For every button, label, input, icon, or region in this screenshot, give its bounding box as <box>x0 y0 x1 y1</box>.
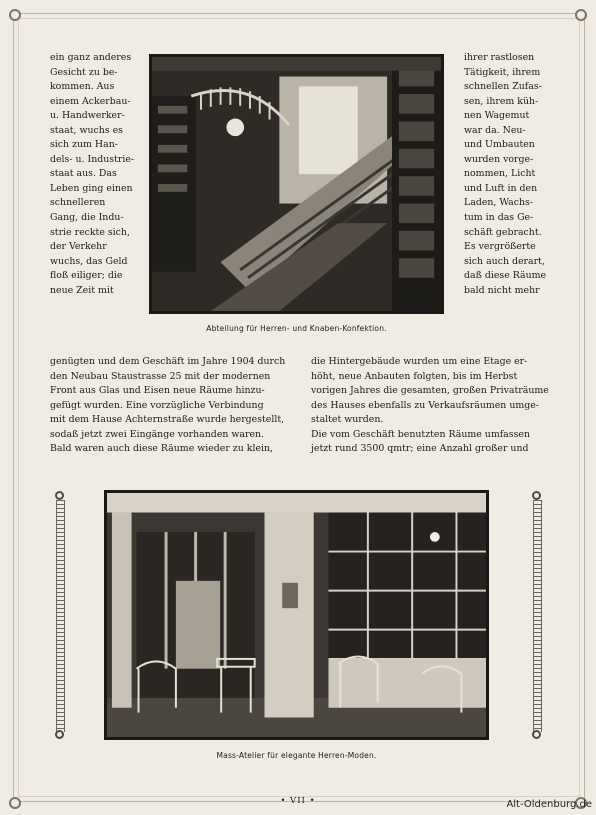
corner-ornament-top-right <box>575 9 587 21</box>
text-line: Bald waren auch diese Räume wieder zu klein, <box>50 443 274 455</box>
text-line: Gesicht zu be- <box>50 66 118 78</box>
text-line: mit dem Hause Achternstraße wurde hergestellt, <box>50 414 285 426</box>
text-line: vorigen Jahres die gesamten, großen Privaträume <box>311 385 549 397</box>
text-line: kommen. Aus <box>50 81 115 93</box>
watermark: Alt-Oldenburg.de <box>506 799 592 810</box>
corner-ornament-top-left <box>9 9 21 21</box>
text-line: Front aus Glas und Eisen neue Räume hinzu- <box>50 385 265 397</box>
text-line: nen Wagemut <box>464 110 530 122</box>
right-ornament-knob-bottom <box>532 730 541 739</box>
text-line: höht, neue Anbauten folgten, bis im Herbst <box>311 370 518 382</box>
text-line: und Luft in den <box>464 182 538 194</box>
text-line: bald nicht mehr <box>464 284 540 296</box>
text-line: floß eiliger; die <box>50 270 123 282</box>
text-line: Laden, Wachs- <box>464 197 534 209</box>
text-line: dels- u. Industrie- <box>50 153 135 165</box>
text-line: Tätigkeit, ihrem <box>464 66 541 78</box>
text-line: Es vergrößerte <box>464 241 536 253</box>
lower-left-text-column <box>50 355 286 457</box>
text-line: schnelleren <box>50 197 106 209</box>
text-line: strie reckte sich, <box>50 226 130 238</box>
text-line: sich auch derart, <box>464 255 545 267</box>
text-line: staat, wuchs es <box>50 124 123 136</box>
text-line: gefügt wurden. Eine vorzügliche Verbindung <box>50 399 264 411</box>
text-line: u. Handwerker- <box>50 110 125 122</box>
text-line: wurden vorge- <box>464 153 534 165</box>
text-line: ein ganz anderes <box>50 52 132 63</box>
text-line: neue Zeit mit <box>50 284 114 296</box>
text-line: tum in das Ge- <box>464 212 534 224</box>
text-line: die Hintergebäude wurden um eine Etage er- <box>311 356 528 367</box>
text-line: war da. Neu- <box>464 124 526 136</box>
text-line: und Umbauten <box>464 139 535 151</box>
text-line: ihrer rastlosen <box>464 52 535 63</box>
text-line: schäft gebracht. <box>464 226 542 238</box>
page-number: • VII • <box>280 796 316 806</box>
upper-right-text-column <box>464 51 547 298</box>
photo-tailoring-atelier <box>104 490 489 740</box>
text-line: daß diese Räume <box>464 270 547 282</box>
text-line: Gang, die Indu- <box>50 212 124 224</box>
text-line: staltet wurden. <box>311 414 384 426</box>
text-line: sen, ihrem küh- <box>464 95 539 107</box>
text-line: genügten und dem Geschäft im Jahre 1904 durch <box>50 356 286 367</box>
text-line: der Verkehr <box>50 241 107 253</box>
photo-staircase-clothing-department <box>149 54 444 314</box>
left-ornament-knob-bottom <box>55 730 64 739</box>
text-line: Die vom Geschäft benutzten Räume umfassen <box>311 428 530 440</box>
lower-right-text-column <box>311 355 549 457</box>
text-line: sich zum Han- <box>50 139 118 151</box>
text-line: des Hauses ebenfalls zu Verkaufsräumen umge- <box>311 399 539 411</box>
left-ornament-knob-top <box>55 491 64 500</box>
left-ornamental-border <box>56 500 65 732</box>
upper-left-text-column <box>50 51 135 298</box>
text-line: einem Ackerbau- <box>50 95 131 107</box>
photo1-caption: Abteilung für Herren- und Knaben-Konfektion. <box>206 324 387 333</box>
text-line: staat aus. Das <box>50 168 117 180</box>
text-line: nommen, Licht <box>464 168 536 180</box>
text-line: Leben ging einen <box>50 182 133 194</box>
photo2-caption: Mass-Atelier für elegante Herren-Moden. <box>216 751 377 760</box>
text-line: wuchs, das Geld <box>50 255 128 267</box>
text-line: jetzt rund 3500 qmtr; eine Anzahl großer und <box>311 443 529 455</box>
right-ornament-knob-top <box>532 491 541 500</box>
text-line: schnellen Zufas- <box>464 81 542 93</box>
right-ornamental-border <box>533 500 542 732</box>
text-line: sodaß jetzt zwei Eingänge vorhanden waren. <box>50 428 265 440</box>
text-line: den Neubau Staustrasse 25 mit der modernen <box>50 370 271 382</box>
